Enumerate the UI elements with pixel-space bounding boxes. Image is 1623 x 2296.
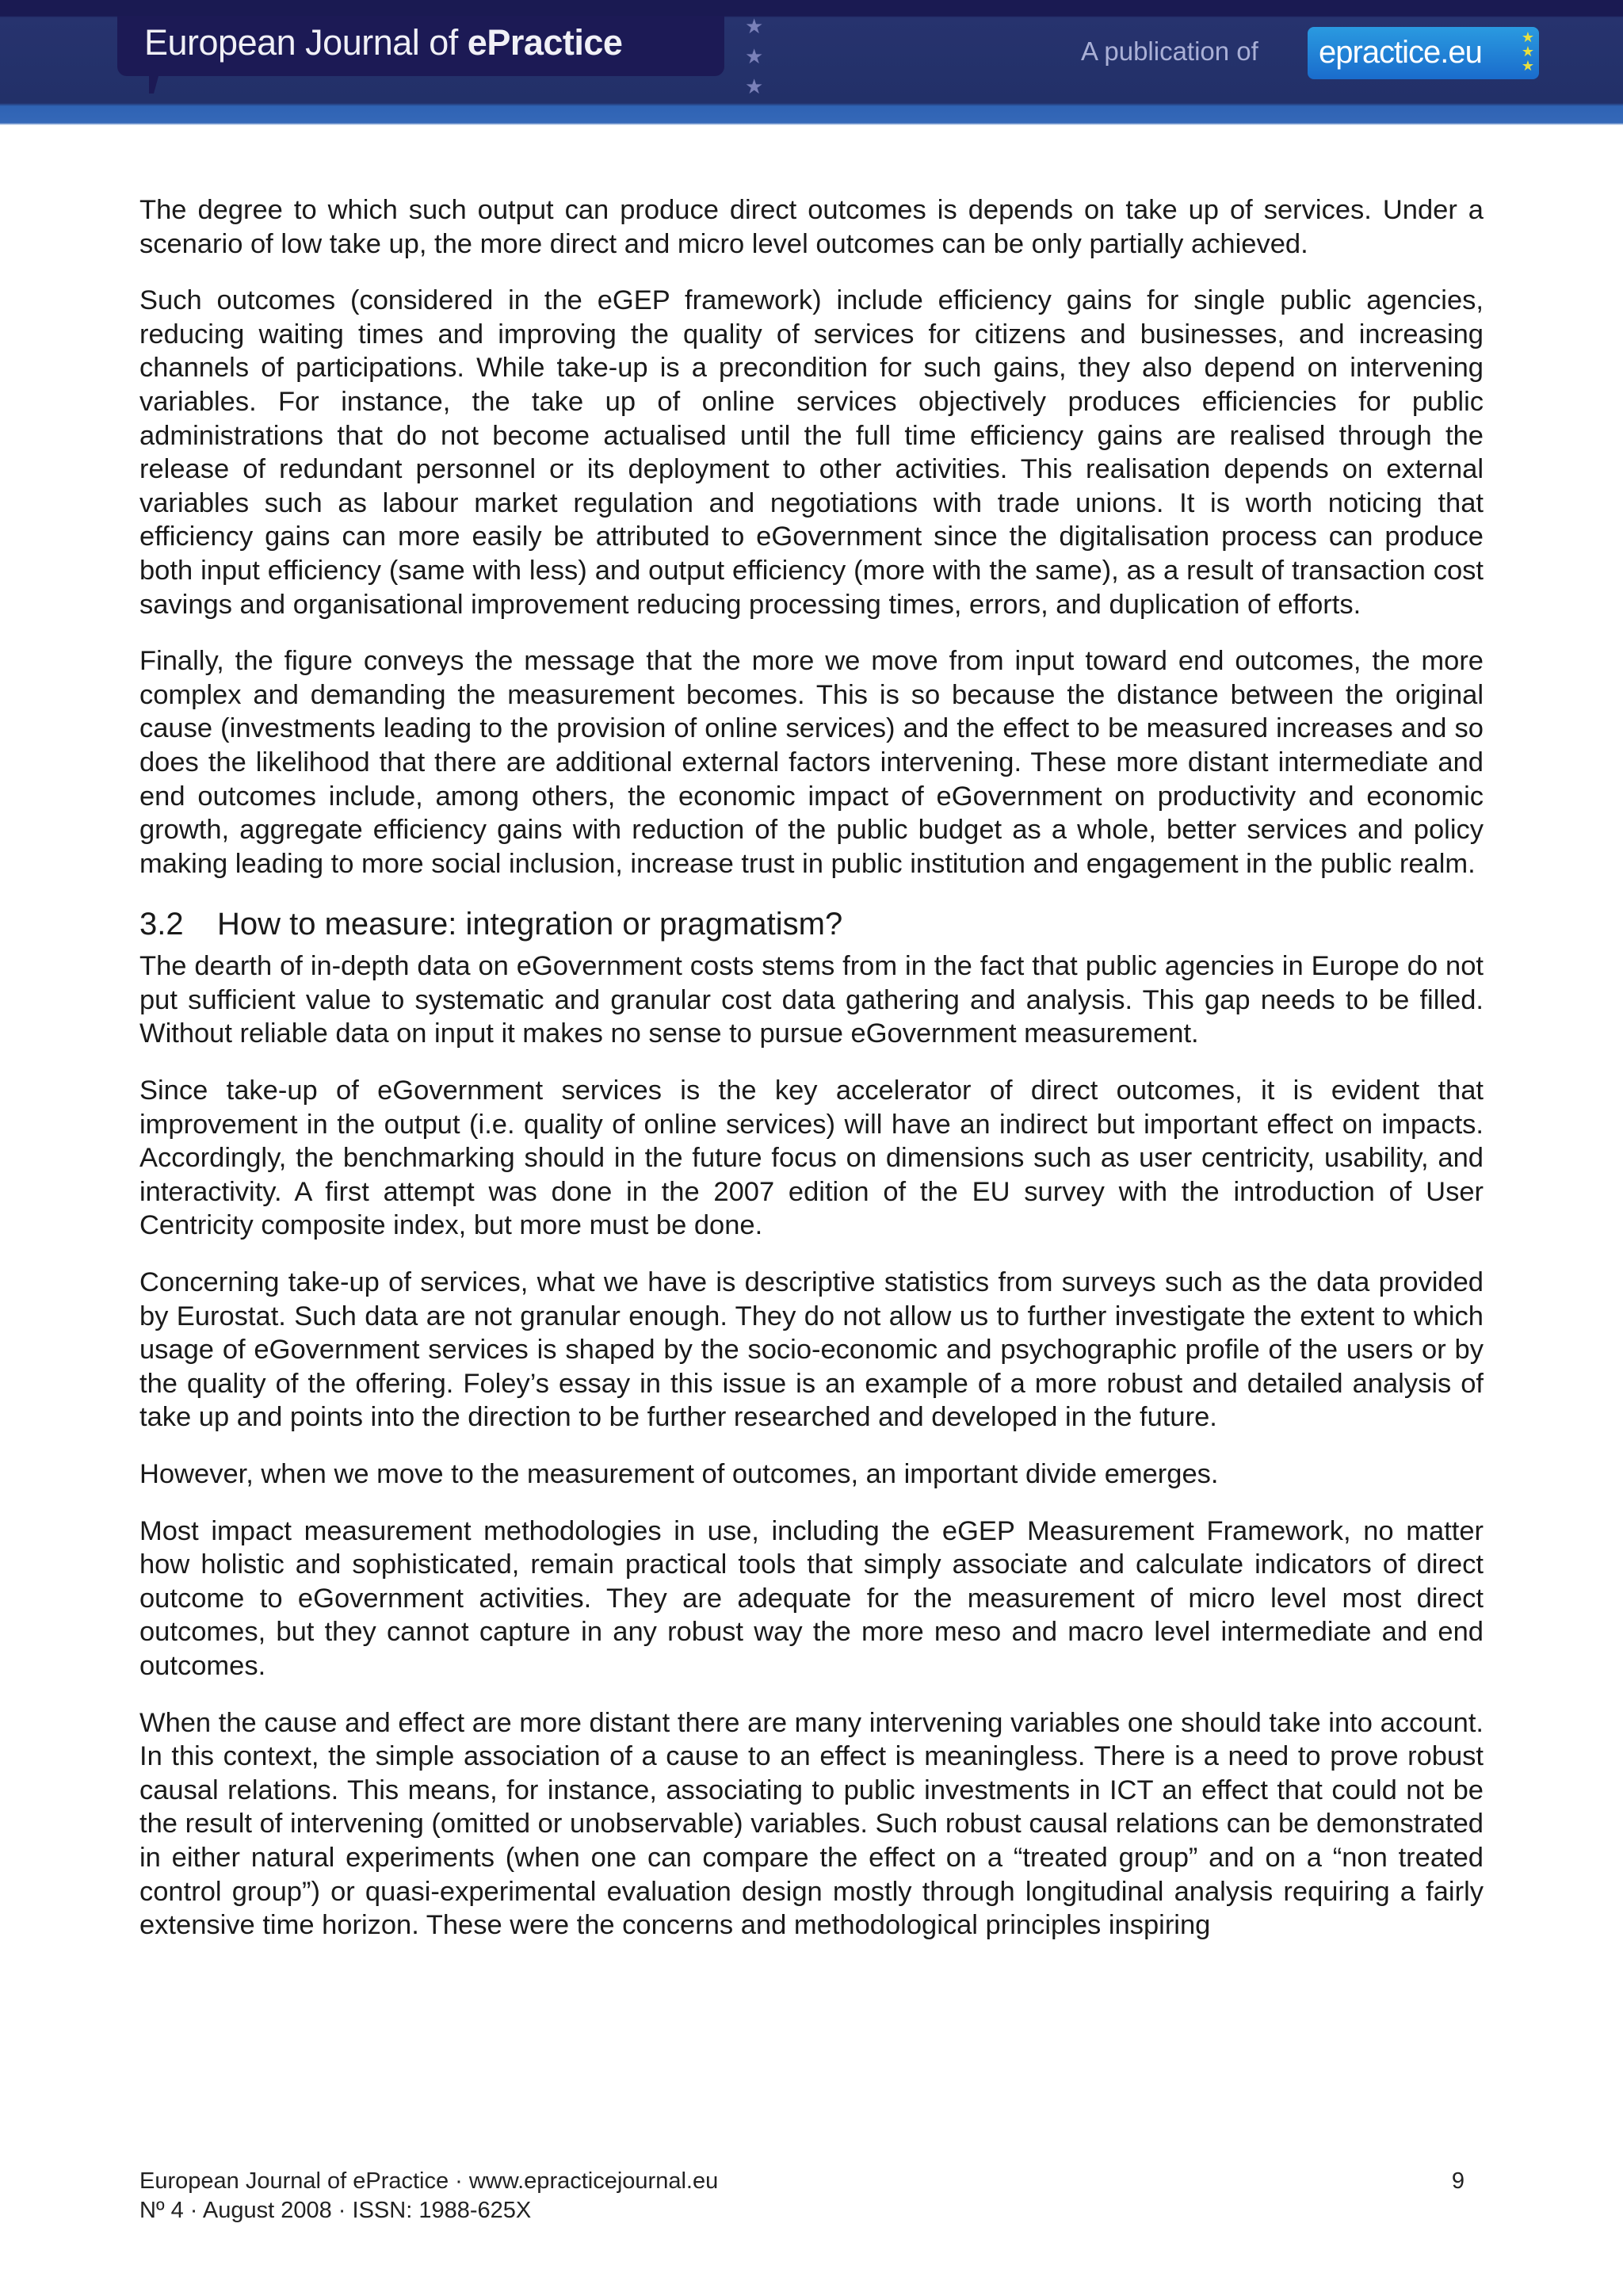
paragraph: However, when we move to the measurement of outcomes, an important divide emerges.	[139, 1459, 1219, 1489]
section-title: How to measure: integration or pragmatism?	[217, 907, 843, 942]
logo-text: epractice.eu	[1319, 35, 1482, 70]
paragraph: Most impact measurement methodologies in use, including the eGEP Measurement Framework, no matter how holistic and sophisticated, remain practical tools that simply associate and calculate indicators of direct outcome to eGovernment activities. They are adequate for the measurement of micro level most direct outcomes, but they cannot capture in any robust way the more meso and macro level intermediate and end outcomes.	[139, 1515, 1484, 1681]
paragraph: Finally, the figure conveys the message that the more we move from input toward end outcomes, the more complex and demanding the measurement becomes. This is so because the distance between the original cause (investments leading to the provision of online services) and the effect to be measured increases and so does the likelihood that there are additional external factors intervening. These more distant intermediate and end outcomes include, among others, the economic impact of eGovernment on productivity and economic growth, aggregate efficiency gains with reduction of the public budget as a whole, better services and policy making leading to more social inclusion, increase trust in public institution and engagement in the public realm.	[139, 646, 1484, 879]
paragraph: Such outcomes (considered in the eGEP framework) include efficiency gains for single public agencies, reducing waiting times and improving the quality of services for citizens and businesses, and increasing channels of participations. While take-up is a precondition for such gains, they also depend on intervening variables. For instance, the take up of online services objectively produces efficiencies for public administrations that do not become actualised until the full time efficiency gains are realised through the release of redundant personnel or its deployment to other activities. This realisation depends on external variables such as labour market regulation and negotiations with trade unions. It is worth noticing that efficiency gains can more easily be attributed to eGovernment since the digitalisation process can produce both input efficiency (same with less) and output efficiency (more with the same), as a result of transaction cost savings and organisational improvement reducing processing times, errors, and duplication of efforts.	[139, 285, 1484, 620]
paragraph: When the cause and effect are more distant there are many intervening variables one should take into account. In this context, the simple association of a cause to an effect is meaningless. There is a need to prove robust causal relations. This means, for instance, associating to public investments in ICT an effect that could not be the result of intervening (omitted or unobservable) variables. Such robust causal relations can be demonstrated in either natural experiments (when one can compare the effect on a “treated group” and on a “non treated control group”) or quasi-experimental evaluation design mostly through longitudinal analysis requiring a fairly extensive time horizon. These were the concerns and methodological principles inspiring	[139, 1707, 1484, 1941]
publication-of-label: A publication of	[1081, 36, 1258, 66]
journal-banner	[0, 0, 1623, 125]
paragraph: The degree to which such output can produce direct outcomes is depends on take up of services. Under a scenario of low take up, the more direct and micro level outcomes can be only partially achieved.	[139, 195, 1484, 259]
epractice-logo	[1308, 27, 1539, 79]
page-footer	[139, 2167, 1465, 2225]
section-number: 3.2	[139, 907, 184, 942]
paragraph: Since take-up of eGovernment services is the key accelerator of direct outcomes, it is evident that improvement in the output (i.e. quality of online services) will have an indirect but important effect on impacts. Accordingly, the benchmarking should in the future focus on dimensions such as user centricity, usability, and interactivity. A first attempt was done in the 2007 edition of the EU survey with the introduction of User Centricity composite index, but more must be done.	[139, 1075, 1484, 1241]
section-heading	[139, 904, 1484, 945]
journal-title-bold: ePractice	[467, 22, 623, 63]
paragraph: The dearth of in-depth data on eGovernment costs stems from in the fact that public agencies in Europe do not put sufficient value to systematic and granular cost data gathering and analysis. This gap needs to be filled. Without reliable data on input it makes no sense to pursue eGovernment measurement.	[139, 951, 1484, 1049]
logo-stars-icon: ★ ★ ★	[1521, 29, 1534, 74]
journal-title-prefix: European Journal of	[144, 22, 468, 63]
journal-title	[144, 22, 622, 63]
footer-issue-line: Nº 4 · August 2008 · ISSN: 1988-625X	[139, 2198, 532, 2223]
article-body	[139, 193, 1484, 1966]
paragraph: Concerning take-up of services, what we have is descriptive statistics from surveys such as the data provided by Eurostat. Such data are not granular enough. They do not allow us to further investigate the extent to which usage of eGovernment services is shaped by the socio-economic and psychographic profile of the users or by the quality of the offering. Foley’s essay in this issue is an example of a more robust and detailed analysis of take up and points into the direction to be further researched and developed in the future.	[139, 1267, 1484, 1433]
eu-stars-icon: ★ ★ ★	[745, 14, 764, 98]
footer-journal-line: European Journal of ePractice · www.epracticejournal.eu	[139, 2168, 719, 2194]
page-number: 9	[1451, 2168, 1465, 2194]
